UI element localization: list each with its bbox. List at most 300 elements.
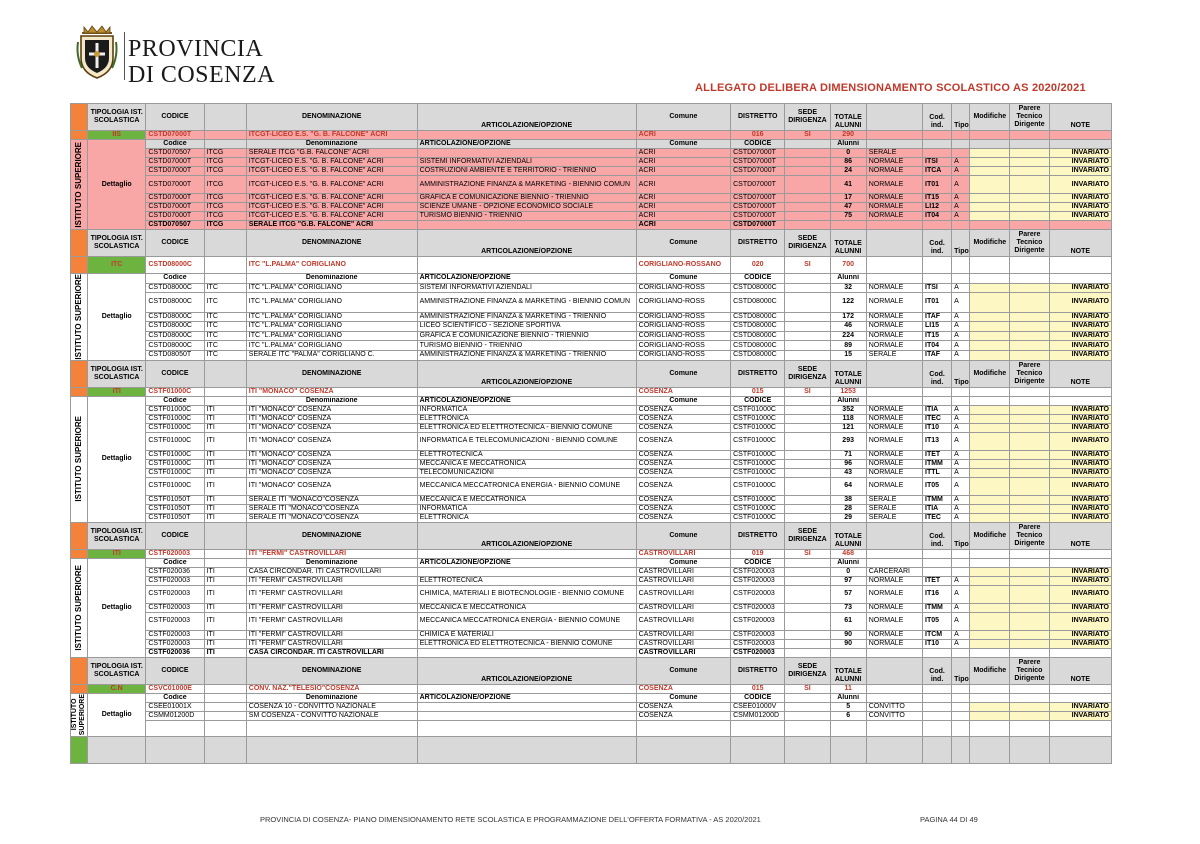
row-articolazione — [417, 648, 636, 657]
row-comune: COSENZA — [636, 477, 730, 495]
row-tipo: A — [952, 504, 970, 513]
empty-cell — [866, 396, 922, 405]
row-comune: COSENZA — [636, 513, 730, 522]
empty-cell — [923, 396, 952, 405]
institution-row — [71, 257, 1112, 274]
empty-cell — [952, 274, 970, 284]
row-comune: CORIGLIANO-ROSS — [636, 322, 730, 332]
row-tipo: A — [952, 293, 970, 312]
empty-cell — [636, 720, 730, 736]
empty-cell — [785, 711, 830, 720]
row-tipo-corso: SERALE — [866, 149, 922, 158]
empty-cell — [866, 720, 922, 736]
row-denominazione: SERALE ITI "MONACO"COSENZA — [246, 513, 417, 522]
row-denominazione: ITI "MONACO" COSENZA — [246, 423, 417, 432]
col-comune: Comune — [636, 104, 730, 131]
row-modifiche — [970, 351, 1010, 361]
row-denominazione: SERALE ITCG "G.B. FALCONE" ACRI — [246, 221, 417, 230]
row-denominazione: CASA CIRCONDAR. ITI CASTROVILLARI — [246, 567, 417, 576]
row-codice-sede: CSTD08000C — [731, 322, 785, 332]
row-parere — [1010, 405, 1049, 414]
row-codice-sede: CSTD07000T — [731, 221, 785, 230]
row-alunni: 61 — [830, 612, 866, 630]
row-parere — [1010, 212, 1049, 221]
col-denominazione: DENOMINAZIONE — [246, 657, 417, 684]
row-comune: CORIGLIANO-ROSS — [636, 341, 730, 351]
empty-cell — [923, 720, 952, 736]
institution-comune: COSENZA — [636, 684, 730, 693]
row-codice: CSTF020003 — [146, 639, 204, 648]
row-comune: CASTROVILLARI — [636, 576, 730, 585]
row-modifiche — [970, 585, 1010, 603]
institution-total: 1253 — [830, 387, 866, 396]
detail-row — [71, 203, 1112, 212]
institution-type: IIS — [88, 131, 146, 140]
column-header-row — [71, 657, 1112, 684]
row-tipo-corso: SERALE — [866, 351, 922, 361]
col-modifiche: Modifiche — [970, 230, 1010, 257]
row-codice-sede: CSTD08000C — [731, 351, 785, 361]
row-denominazione: ITCGT-LICEO E.S. "G. B. FALCONE" ACRI — [246, 194, 417, 203]
row-articolazione: TELECOMUNICAZIONI — [417, 468, 636, 477]
empty-cell — [866, 387, 922, 396]
row-cod-ind: IT15 — [923, 194, 952, 203]
row-codice: CSTF020036 — [146, 567, 204, 576]
row-comune: ACRI — [636, 203, 730, 212]
empty-cell — [785, 149, 830, 158]
row-alunni: 172 — [830, 312, 866, 322]
empty-cell — [970, 387, 1010, 396]
row-modifiche — [970, 702, 1010, 711]
empty-cell — [923, 274, 952, 284]
row-alunni: 32 — [830, 283, 866, 293]
empty-cell — [1049, 140, 1111, 149]
row-cod-ind: ITAF — [923, 312, 952, 322]
dettaglio-label: Dettaglio — [88, 693, 146, 736]
row-alunni: 24 — [830, 167, 866, 176]
row-note: INVARIATO — [1049, 176, 1111, 194]
row-tipologia: ITI — [204, 414, 246, 423]
row-tipo: A — [952, 432, 970, 450]
row-tipologia: ITI — [204, 468, 246, 477]
detail-row — [71, 630, 1112, 639]
row-cod-ind: IT10 — [923, 423, 952, 432]
empty-cell — [1010, 549, 1049, 558]
col-totale-alunni: TOTALE ALUNNI — [830, 230, 866, 257]
row-comune: CASTROVILLARI — [636, 639, 730, 648]
empty-cell — [1010, 387, 1049, 396]
row-tipo: A — [952, 477, 970, 495]
detail-row — [71, 283, 1112, 293]
row-parere — [1010, 612, 1049, 630]
detail-row — [71, 477, 1112, 495]
row-note: INVARIATO — [1049, 293, 1111, 312]
detail-row — [71, 585, 1112, 603]
row-tipologia: ITI — [204, 432, 246, 450]
accent-cell — [71, 360, 88, 387]
row-note: INVARIATO — [1049, 468, 1111, 477]
row-modifiche — [970, 167, 1010, 176]
empty-cell — [146, 736, 204, 763]
detail-row — [71, 711, 1112, 720]
empty-cell — [146, 720, 204, 736]
empty-cell — [785, 405, 830, 414]
row-codice-sede: CSTF01000C — [731, 432, 785, 450]
row-alunni: 6 — [830, 711, 866, 720]
empty-cell — [204, 274, 246, 284]
row-tipo: A — [952, 322, 970, 332]
col-parere: Parere Tecnico Dirigente — [1010, 657, 1049, 684]
col-totale-alunni: TOTALE ALUNNI — [830, 360, 866, 387]
row-modifiche — [970, 639, 1010, 648]
row-codice-sede: CSTF020003 — [731, 612, 785, 630]
empty-cell — [417, 549, 636, 558]
row-tipo-corso: NORMALE — [866, 176, 922, 194]
empty-cell — [952, 684, 970, 693]
sub-articolazione: ARTICOLAZIONE/OPZIONE — [417, 140, 636, 149]
row-codice: CSTF020003 — [146, 603, 204, 612]
row-modifiche — [970, 459, 1010, 468]
row-alunni: 57 — [830, 585, 866, 603]
col-tipologia: TIPOLOGIA IST. SCOLASTICA — [88, 230, 146, 257]
row-articolazione: MECCANICA E MECCATRONICA — [417, 495, 636, 504]
row-articolazione — [417, 149, 636, 158]
row-note: INVARIATO — [1049, 432, 1111, 450]
row-tipo-corso: NORMALE — [866, 322, 922, 332]
row-tipo: A — [952, 158, 970, 167]
row-denominazione: SM COSENZA - CONVITTO NAZIONALE — [246, 711, 417, 720]
row-codice-sede: CSTD07000T — [731, 212, 785, 221]
row-articolazione: ELETTRONICA ED ELETTROTECNICA - BIENNIO COMUNE — [417, 423, 636, 432]
row-articolazione: GRAFICA E COMUNICAZIONE BIENNIO - TRIENNIO — [417, 194, 636, 203]
row-denominazione: ITC "L.PALMA" CORIGLIANO — [246, 331, 417, 341]
row-tipo-corso: CONVITTO — [866, 711, 922, 720]
empty-cell — [1010, 131, 1049, 140]
institution-name: ITC "L.PALMA" CORIGLIANO — [246, 257, 417, 274]
row-modifiche — [970, 468, 1010, 477]
row-denominazione: ITI "MONACO" COSENZA — [246, 432, 417, 450]
row-articolazione — [417, 567, 636, 576]
empty-cell — [785, 459, 830, 468]
empty-header-cell — [866, 360, 922, 387]
row-tipo-corso: NORMALE — [866, 331, 922, 341]
row-tipo: A — [952, 212, 970, 221]
detail-row — [71, 432, 1112, 450]
row-alunni: 97 — [830, 576, 866, 585]
sub-codice2: CODICE — [731, 274, 785, 284]
row-denominazione: ITI "FERMI" CASTROVILLARI — [246, 612, 417, 630]
row-cod-ind: IT05 — [923, 612, 952, 630]
row-modifiche — [970, 405, 1010, 414]
empty-cell — [417, 720, 636, 736]
row-articolazione: GRAFICA E COMUNICAZIONE BIENNIO - TRIENNIO — [417, 331, 636, 341]
row-tipologia: ITI — [204, 567, 246, 576]
row-note: INVARIATO — [1049, 630, 1111, 639]
empty-cell — [1010, 720, 1049, 736]
row-denominazione: ITI "MONACO" COSENZA — [246, 477, 417, 495]
province-name — [128, 36, 275, 88]
col-cod-ind: Cod. ind. — [923, 522, 952, 549]
row-alunni: 71 — [830, 450, 866, 459]
column-header-row — [71, 522, 1112, 549]
row-cod-ind — [923, 702, 952, 711]
empty-cell — [970, 131, 1010, 140]
detail-row — [71, 639, 1112, 648]
row-denominazione: ITC "L.PALMA" CORIGLIANO — [246, 341, 417, 351]
sub-comune: Comune — [636, 396, 730, 405]
row-codice-sede: CSTF01000C — [731, 495, 785, 504]
row-alunni: 86 — [830, 158, 866, 167]
row-codice-sede: CSTF01000C — [731, 450, 785, 459]
document-title: ALLEGATO DELIBERA DIMENSIONAMENTO SCOLASTICO AS 2020/2021 — [695, 82, 1086, 94]
detail-row — [71, 648, 1112, 657]
sub-comune: Comune — [636, 558, 730, 567]
row-cod-ind: ITCM — [923, 630, 952, 639]
row-codice-sede: CSTF01000C — [731, 468, 785, 477]
detail-row — [71, 221, 1112, 230]
row-alunni — [830, 221, 866, 230]
col-modifiche: Modifiche — [970, 104, 1010, 131]
row-tipologia: ITC — [204, 312, 246, 322]
row-cod-ind: ITIA — [923, 405, 952, 414]
col-sede-dirigenza: SEDE DIRIGENZA — [785, 522, 830, 549]
row-modifiche — [970, 567, 1010, 576]
empty-cell — [1049, 396, 1111, 405]
empty-cell — [785, 567, 830, 576]
row-codice: CSTF01000C — [146, 414, 204, 423]
col-denominazione: DENOMINAZIONE — [246, 522, 417, 549]
row-alunni: 38 — [830, 495, 866, 504]
empty-cell — [1010, 140, 1049, 149]
row-modifiche — [970, 495, 1010, 504]
row-modifiche — [970, 158, 1010, 167]
row-cod-ind: ITAF — [923, 351, 952, 361]
institution-comune: CASTROVILLARI — [636, 549, 730, 558]
row-tipo — [952, 567, 970, 576]
institution-total: 290 — [830, 131, 866, 140]
row-note — [1049, 221, 1111, 230]
empty-header-cell — [204, 360, 246, 387]
footer-text: PROVINCIA DI COSENZA- PIANO DIMENSIONAMENTO RETE SCOLASTICA E PROGRAMMAZIONE DELL'OFFERTA FORMATIVA - AS 2020/2021 — [260, 815, 761, 824]
row-modifiche — [970, 331, 1010, 341]
schools-table — [70, 103, 1112, 764]
empty-cell — [970, 693, 1010, 702]
empty-cell — [1049, 387, 1111, 396]
row-parere — [1010, 194, 1049, 203]
row-parere — [1010, 630, 1049, 639]
empty-cell — [785, 423, 830, 432]
row-alunni — [830, 648, 866, 657]
row-cod-ind: IT10 — [923, 639, 952, 648]
row-cod-ind: ITMM — [923, 459, 952, 468]
col-tipo: Tipo — [952, 104, 970, 131]
empty-cell — [952, 693, 970, 702]
empty-cell — [1049, 257, 1111, 274]
row-codice-sede: CSTD08000C — [731, 331, 785, 341]
row-alunni: 28 — [830, 504, 866, 513]
empty-cell — [866, 140, 922, 149]
row-comune: CASTROVILLARI — [636, 648, 730, 657]
institution-sede: SI — [785, 131, 830, 140]
empty-footer-row — [71, 736, 1112, 763]
empty-cell — [246, 736, 417, 763]
row-alunni: 41 — [830, 176, 866, 194]
institution-code: CSTF01000C — [146, 387, 204, 396]
row-parere — [1010, 158, 1049, 167]
row-alunni: 121 — [830, 423, 866, 432]
col-totale-alunni: TOTALE ALUNNI — [830, 522, 866, 549]
row-note: INVARIATO — [1049, 477, 1111, 495]
row-parere — [1010, 351, 1049, 361]
institution-row — [71, 684, 1112, 693]
row-parere — [1010, 711, 1049, 720]
row-codice: CSTF01000C — [146, 405, 204, 414]
row-note: INVARIATO — [1049, 639, 1111, 648]
empty-cell — [785, 167, 830, 176]
section-label — [71, 558, 88, 657]
row-tipologia: ITI — [204, 450, 246, 459]
empty-cell — [785, 283, 830, 293]
row-parere — [1010, 341, 1049, 351]
empty-cell — [923, 387, 952, 396]
row-modifiche — [970, 322, 1010, 332]
col-comune: Comune — [636, 522, 730, 549]
empty-cell — [785, 432, 830, 450]
row-modifiche — [970, 513, 1010, 522]
row-tipo-corso: NORMALE — [866, 414, 922, 423]
row-tipo: A — [952, 203, 970, 212]
row-articolazione: ELETTROTECNICA — [417, 576, 636, 585]
row-codice-sede: CSTF01000C — [731, 504, 785, 513]
row-codice-sede: CSTF020003 — [731, 576, 785, 585]
institution-type: ITC — [88, 257, 146, 274]
empty-cell — [952, 131, 970, 140]
row-codice-sede: CSTD08000C — [731, 312, 785, 322]
row-tipologia: ITI — [204, 477, 246, 495]
row-codice: CSTF020003 — [146, 630, 204, 639]
empty-cell — [785, 414, 830, 423]
row-articolazione: MECCANICA MECCATRONICA ENERGIA - BIENNIO COMUNE — [417, 612, 636, 630]
empty-cell — [970, 684, 1010, 693]
col-denominazione: DENOMINAZIONE — [246, 230, 417, 257]
empty-cell — [970, 549, 1010, 558]
col-cod-ind: Cod. ind. — [923, 230, 952, 257]
row-comune: ACRI — [636, 176, 730, 194]
empty-cell — [923, 257, 952, 274]
empty-cell — [923, 131, 952, 140]
detail-row — [71, 351, 1112, 361]
empty-cell — [1049, 684, 1111, 693]
page-number: PAGINA 44 DI 49 — [920, 815, 978, 824]
row-tipo: A — [952, 331, 970, 341]
empty-cell — [1049, 720, 1111, 736]
col-cod-ind: Cod. ind. — [923, 104, 952, 131]
row-codice: CSTD08000C — [146, 312, 204, 322]
col-codice: CODICE — [146, 230, 204, 257]
row-cod-ind: ITET — [923, 576, 952, 585]
row-codice-sede: CSMM01200D — [731, 711, 785, 720]
detail-header-row — [71, 558, 1112, 567]
empty-cell — [785, 558, 830, 567]
institution-comune: COSENZA — [636, 387, 730, 396]
row-codice: CSTD07000T — [146, 158, 204, 167]
accent-cell — [71, 230, 88, 257]
row-tipo — [952, 702, 970, 711]
row-parere — [1010, 167, 1049, 176]
row-codice-sede: CSTF020003 — [731, 648, 785, 657]
section-label — [71, 274, 88, 361]
row-note: INVARIATO — [1049, 414, 1111, 423]
row-cod-ind: IT13 — [923, 432, 952, 450]
row-parere — [1010, 567, 1049, 576]
detail-row — [71, 576, 1112, 585]
sub-codice: Codice — [146, 274, 204, 284]
row-articolazione — [417, 702, 636, 711]
empty-cell — [785, 274, 830, 284]
row-codice: CSTD08000C — [146, 341, 204, 351]
row-comune: CORIGLIANO-ROSS — [636, 331, 730, 341]
empty-cell — [785, 158, 830, 167]
empty-cell — [785, 396, 830, 405]
istituto-superiore-label: ISTITUTO SUPERIORE — [74, 416, 84, 502]
row-tipologia — [204, 711, 246, 720]
col-distretto: DISTRETTO — [731, 230, 785, 257]
col-note: NOTE — [1049, 360, 1111, 387]
row-codice-sede: CSTF020003 — [731, 630, 785, 639]
row-tipologia: ITI — [204, 423, 246, 432]
row-codice-sede: CSTF01000C — [731, 423, 785, 432]
row-tipologia: ITCG — [204, 158, 246, 167]
row-articolazione: ELETTRONICA ED ELETTROTECNICA - BIENNIO COMUNE — [417, 639, 636, 648]
row-comune: CASTROVILLARI — [636, 603, 730, 612]
detail-row — [71, 194, 1112, 203]
empty-cell — [417, 684, 636, 693]
row-modifiche — [970, 194, 1010, 203]
institution-type: ITI — [88, 549, 146, 558]
row-tipologia: ITI — [204, 612, 246, 630]
row-parere — [1010, 576, 1049, 585]
spacer-row — [71, 720, 1112, 736]
row-cod-ind: IT15 — [923, 331, 952, 341]
col-distretto: DISTRETTO — [731, 657, 785, 684]
institution-sede: SI — [785, 387, 830, 396]
row-alunni: 90 — [830, 630, 866, 639]
col-cod-ind: Cod. ind. — [923, 657, 952, 684]
row-codice: CSTF01000C — [146, 450, 204, 459]
row-cod-ind — [923, 648, 952, 657]
empty-cell — [923, 558, 952, 567]
row-tipo-corso: NORMALE — [866, 630, 922, 639]
institution-total: 468 — [830, 549, 866, 558]
row-alunni: 89 — [830, 341, 866, 351]
row-tipo: A — [952, 351, 970, 361]
empty-cell — [970, 396, 1010, 405]
empty-cell — [1010, 736, 1049, 763]
province-name-line1: PROVINCIA — [128, 36, 264, 62]
empty-header-cell — [204, 104, 246, 131]
row-cod-ind — [923, 567, 952, 576]
row-modifiche — [970, 603, 1010, 612]
row-alunni: 64 — [830, 477, 866, 495]
empty-cell — [923, 140, 952, 149]
col-tipo: Tipo — [952, 657, 970, 684]
row-note: INVARIATO — [1049, 459, 1111, 468]
row-cod-ind: IT05 — [923, 477, 952, 495]
empty-cell — [1010, 558, 1049, 567]
row-articolazione: ELETTROTECNICA — [417, 450, 636, 459]
row-codice: CSTD070507 — [146, 149, 204, 158]
row-tipo: A — [952, 513, 970, 522]
